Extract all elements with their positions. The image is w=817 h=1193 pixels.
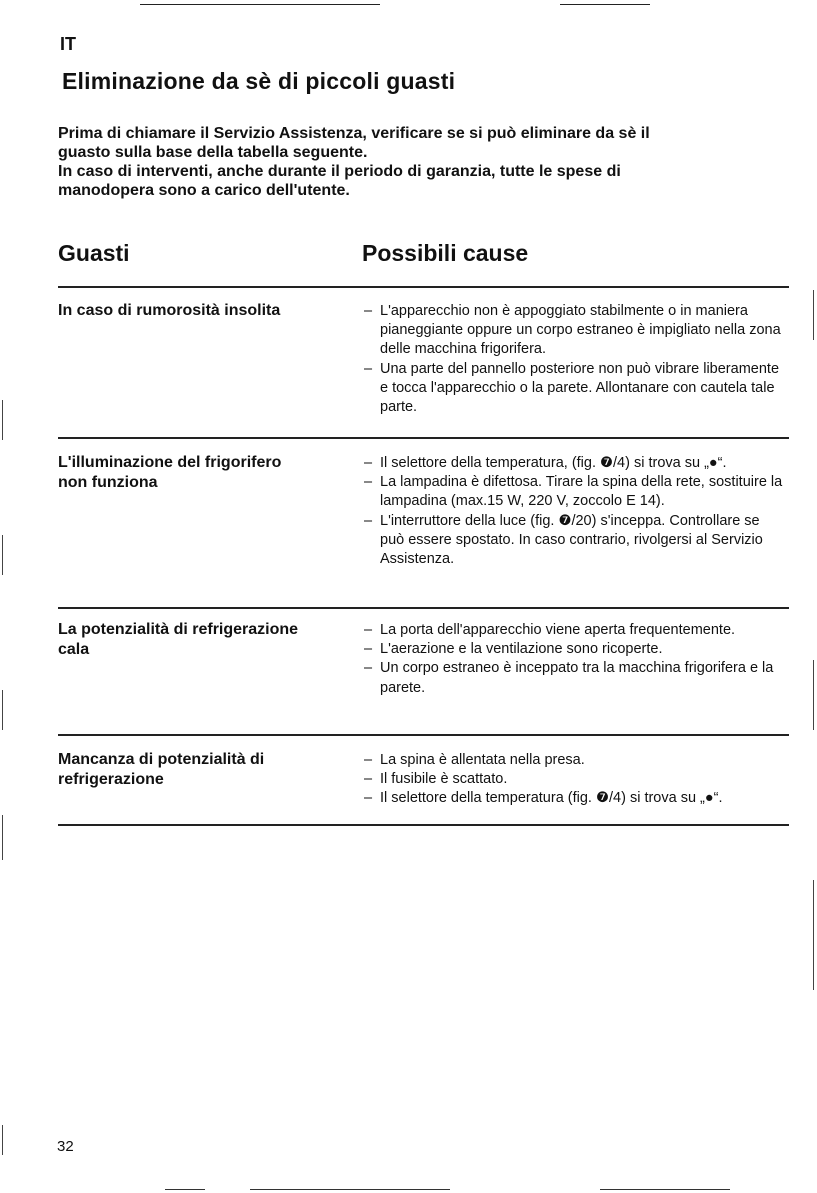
cause-item: – Il selettore della temperatura, (fig. ❼/4) si trova su „●“. (362, 454, 787, 473)
cause-item: – La lampadina è difettosa. Tirare la spina della rete, sostituire la lampadina (max.15 W, 220 V, zoccolo E 14). (362, 473, 787, 511)
scan-edge-mark (2, 690, 3, 730)
intro-line: In caso di interventi, anche durante il periodo di garanzia, tutte le spese di (58, 163, 621, 180)
fault-label: non funziona (58, 474, 158, 491)
table-divider (58, 286, 789, 288)
scan-edge-mark (2, 400, 3, 440)
causes-list (362, 454, 787, 569)
cause-item: – L'aerazione e la ventilazione sono ricoperte. (362, 640, 787, 659)
scan-edge-mark (813, 880, 814, 990)
table-divider (58, 824, 789, 826)
fault-cell (58, 453, 343, 493)
table-divider (58, 607, 789, 609)
column-header-faults: Guasti (58, 240, 130, 266)
scan-edge-line (600, 1189, 730, 1190)
intro-line: manodopera sono a carico dell'utente. (58, 182, 350, 199)
cause-item: – Il fusibile è scattato. (362, 770, 787, 789)
cause-item: – Una parte del pannello posteriore non può vibrare liberamente e tocca l'apparecchio o la parete. Allontanare con cautela tale parte. (362, 360, 787, 418)
causes-list (362, 302, 787, 417)
intro-line: Prima di chiamare il Servizio Assistenza, verificare se si può eliminare da sè il (58, 125, 650, 142)
cause-item: – Un corpo estraneo è inceppato tra la macchina frigorifera e la parete. (362, 659, 787, 697)
table-divider (58, 734, 789, 736)
causes-list (362, 751, 787, 809)
intro-line: guasto sulla base della tabella seguente. (58, 144, 368, 161)
language-code: IT (60, 34, 76, 54)
scan-edge-line (250, 1189, 450, 1190)
fault-cell (58, 750, 343, 790)
scan-edge-mark (2, 815, 3, 860)
cause-item: – L'interruttore della luce (fig. ❼/20) s'inceppa. Controllare se può essere spostato. In caso contrario, rivolgersi al Servizio Assistenza. (362, 512, 787, 570)
cause-item: – La spina è allentata nella presa. (362, 751, 787, 770)
page-title: Eliminazione da sè di piccoli guasti (62, 68, 456, 94)
column-header-causes: Possibili cause (362, 240, 529, 266)
table-divider (58, 437, 789, 439)
fault-label: La potenzialità di refrigerazione (58, 621, 299, 638)
scan-edge-line (560, 4, 650, 5)
cause-item: – La porta dell'apparecchio viene aperta frequentemente. (362, 621, 787, 640)
scan-edge-mark (813, 660, 814, 730)
scan-edge-line (140, 4, 380, 5)
fault-cell (58, 301, 343, 321)
cause-item: – Il selettore della temperatura (fig. ❼/4) si trova su „●“. (362, 789, 787, 808)
scan-edge-mark (2, 1125, 3, 1155)
page-number: 32 (57, 1138, 74, 1155)
fault-label: cala (58, 641, 90, 658)
fault-cell (58, 620, 343, 660)
fault-label: Mancanza di potenzialità di (58, 751, 265, 768)
fault-label: refrigerazione (58, 771, 164, 788)
intro-paragraph (58, 124, 778, 200)
scan-edge-mark (2, 535, 3, 575)
fault-label: L'illuminazione del frigorifero (58, 454, 282, 471)
cause-item: – L'apparecchio non è appoggiato stabilmente o in maniera pianeggiante oppure un corpo estraneo è impigliato nella zona delle macchina frigorifera. (362, 302, 787, 360)
scan-edge-line (165, 1189, 205, 1190)
fault-label: In caso di rumorosità insolita (58, 302, 281, 319)
scan-edge-mark (813, 290, 814, 340)
causes-list (362, 621, 787, 698)
